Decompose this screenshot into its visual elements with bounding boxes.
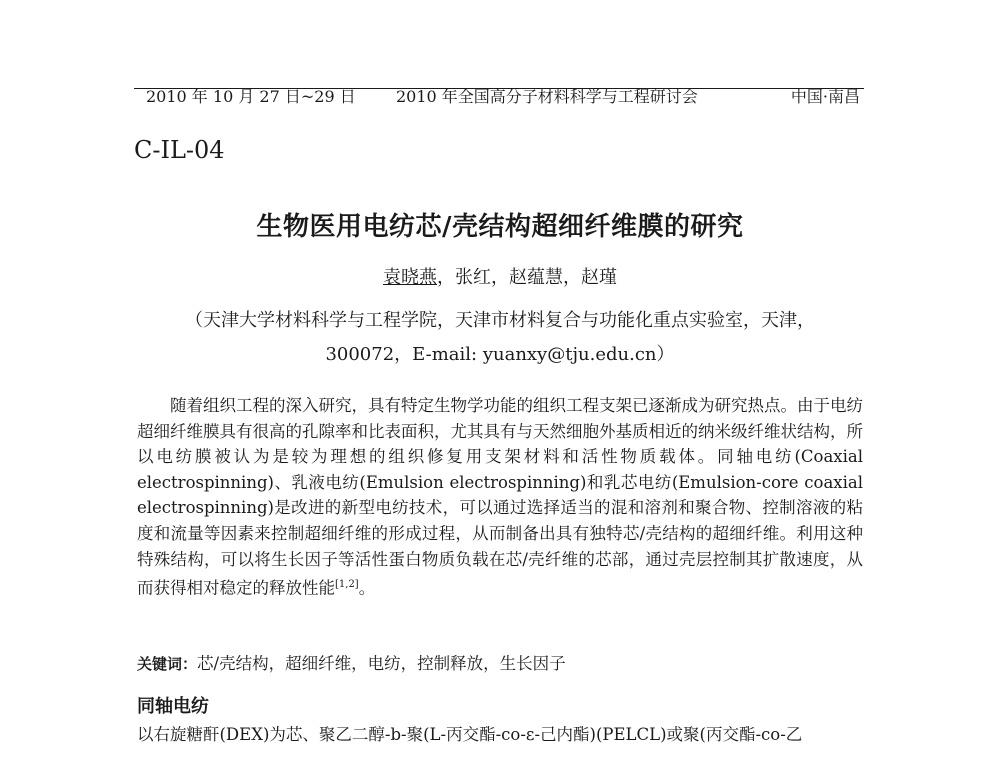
header-date: 2010 年 10 月 27 日~29 日 (146, 87, 356, 106)
abstract-paragraph (137, 393, 863, 601)
section-heading: 同轴电纺 (137, 696, 209, 717)
author-list (0, 263, 1000, 289)
abstract-end: 。 (358, 578, 376, 598)
affiliation-line-2: 300072，E-mail: yuanxy@tju.edu.cn） (325, 344, 675, 365)
keywords-text: 芯/壳结构，超细纤维，电纺，控制释放，生长因子 (197, 654, 566, 673)
keywords (137, 650, 566, 674)
running-header (134, 86, 864, 106)
co-authors: ，张红，赵蕴慧，赵瑾 (437, 267, 617, 288)
section-text: 以右旋糖酐(DEX)为芯、聚乙二醇-b-聚(L-丙交酯-co-ε-己内酯)(PELCL)或聚(丙交酯-co-乙 (137, 725, 803, 744)
citation-ref: [1,2] (335, 579, 359, 591)
keywords-label: 关键词： (137, 655, 198, 673)
corresponding-author: 袁晓燕 (383, 267, 437, 288)
header-conference: 2010 年全国高分子材料科学与工程研讨会 (396, 87, 698, 106)
affiliation-line-1: （天津大学材料科学与工程学院，天津市材料复合与功能化重点实验室，天津， (185, 310, 815, 331)
section-paragraph (137, 722, 863, 748)
paper-title: 生物医用电纺芯/壳结构超细纤维膜的研究 (256, 212, 744, 242)
paper-id: C-IL-04 (134, 136, 225, 164)
abstract-text: 随着组织工程的深入研究，具有特定生物学功能的组织工程支架已逐渐成为研究热点。由于电纺超细纤维膜具有很高的孔隙率和比表面积，尤其具有与天然细胞外基质相近的纳米级纤维状结构，所以电纺膜被认为是较为理想的组织修复用支架材料和活性物质载体。同轴电纺(Coaxial electrospinning)、乳液电纺(Emulsion electrospinning)和乳芯电纺(Emulsion-core coaxial electrospinning)是改进的新型电纺技术，可以通过选择适当的混和溶剂和聚合物、控制溶液的粘度和流量等因素来控制超细纤维的形成过程，从而制备出具有独特芯/壳结构的超细纤维。利用这种特殊结构，可以将生长因子等活性蛋白物质负载在芯/壳纤维的芯部，通过壳层控制其扩散速度，从而获得相对稳定的释放性能 (137, 396, 863, 598)
header-location: 中国·南昌 (790, 87, 860, 106)
